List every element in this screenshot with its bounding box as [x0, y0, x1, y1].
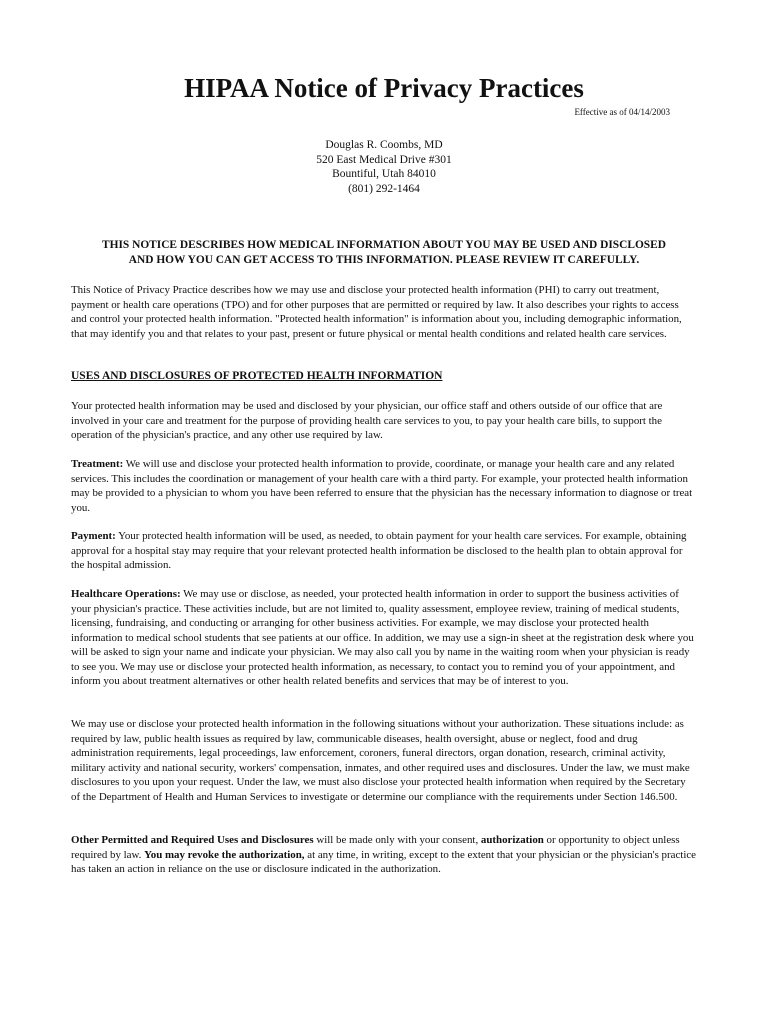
authorization-term: authorization — [480, 834, 544, 846]
operations-paragraph — [71, 587, 697, 689]
notice-banner — [60, 238, 708, 267]
document-title: HIPAA Notice of Privacy Practices — [184, 73, 584, 103]
notice-line-2: AND HOW YOU CAN GET ACCESS TO THIS INFORMATION. PLEASE REVIEW IT CAREFULLY. — [128, 253, 640, 266]
revoke-statement: You may revoke the authorization, — [144, 848, 305, 861]
uses-paragraph: Your protected health information may be used and disclosed by your physician, our office staff and others outside of our office that are involved in your care and treatment for the purpose of providing health care services to you, to pay your health care bills, to support the operation of the physician's practice, and any other use required by law. — [71, 400, 663, 441]
provider-address-block — [0, 138, 768, 197]
provider-phone: (801) 292-1464 — [348, 183, 420, 196]
section-heading-uses: USES AND DISCLOSURES OF PROTECTED HEALTH INFORMATION — [71, 370, 443, 382]
other-uses-text-1: will be made only with your consent, — [313, 834, 481, 846]
provider-city: Bountiful, Utah 84010 — [332, 168, 436, 181]
other-uses-label: Other Permitted and Required Uses and Disclosures — [71, 834, 314, 846]
intro-paragraph: This Notice of Privacy Practice describes how we may use and disclose your protected health information (PHI) to carry out treatment, payment or health care operations (TPO) and for other purposes that are permitted or required by law. It also describes your rights to access and control your protected health information. "Protected health information" is information about you, including demographic information, that may identify you and that relates to your past, present or future physical or mental health conditions and related health care services. — [71, 284, 682, 340]
payment-paragraph — [71, 529, 697, 573]
treatment-label: Treatment: — [71, 458, 124, 470]
without-authorization-paragraph: We may use or disclose your protected health information in the following situations without your authorization. These situations include: as required by law, public health issues as required by law, communicable diseases, health oversight, abuse or neglect, food and drug administration requirements, legal proceedings, law enforcement, coroners, funeral directors, organ donation, research, criminal activity, military activity and national security, workers' compensation, inmates, and other required uses and disclosures. Under the law, we must make disclosures to you upon your request. Under the law, we must also disclose your protected health information when required by the Secretary of the Department of Health and Human Services to investigate or determine our compliance with the requirements under Section 146.500. — [71, 718, 690, 803]
notice-line-1: THIS NOTICE DESCRIBES HOW MEDICAL INFORMATION ABOUT YOU MAY BE USED AND DISCLOSED — [102, 239, 666, 251]
payment-label: Payment: — [71, 530, 116, 542]
operations-label: Healthcare Operations: — [71, 588, 181, 600]
other-uses-text-2: or opportunity to object unless required by law. — [71, 834, 680, 861]
other-uses-paragraph — [71, 833, 697, 877]
provider-name: Douglas R. Coombs, MD — [325, 139, 443, 151]
provider-street: 520 East Medical Drive #301 — [316, 153, 452, 166]
treatment-text: We will use and disclose your protected health information to provide, coordinate, or manage your health care and any related services. This includes the coordination or management of your health care with a third party. For example, your protected health information may be provided to a physician to whom you have been referred to ensure that the physician has the necessary information to diagnose or treat you. — [71, 458, 693, 514]
effective-date: Effective as of 04/14/2003 — [574, 107, 670, 117]
payment-text: Your protected health information will be used, as needed, to obtain payment for your health care services. For example, obtaining approval for a hospital stay may require that your relevant protected health information be disclosed to the health plan to obtain approval for the hospital admission. — [71, 530, 687, 571]
operations-text: We may use or disclose, as needed, your protected health information in order to support the business activities of your physician's practice. These activities include, but are not limited to, quality assessment, employee review, training of medical students, licensing, fundraising, and conducting or arranging for other business activities. For example, we may disclose your protected health information to medical school students that see patients at our office. In addition, we may use a sign-in sheet at the registration desk where you will be asked to sign your name and indicate your physician. We may also call you by name in the waiting room when your physician is ready to see you. We may use or disclose your protected health information, as necessary, to contact you to remind you of your appointment, and inform you about treatment alternatives or other health related benefits and services that may be of interest to you. — [71, 588, 694, 687]
treatment-paragraph — [71, 457, 697, 515]
other-uses-text-3: at any time, in writing, except to the extent that your physician or the physician's practice has taken an action in reliance on the use or disclosure indicated in the authorization. — [71, 848, 697, 875]
